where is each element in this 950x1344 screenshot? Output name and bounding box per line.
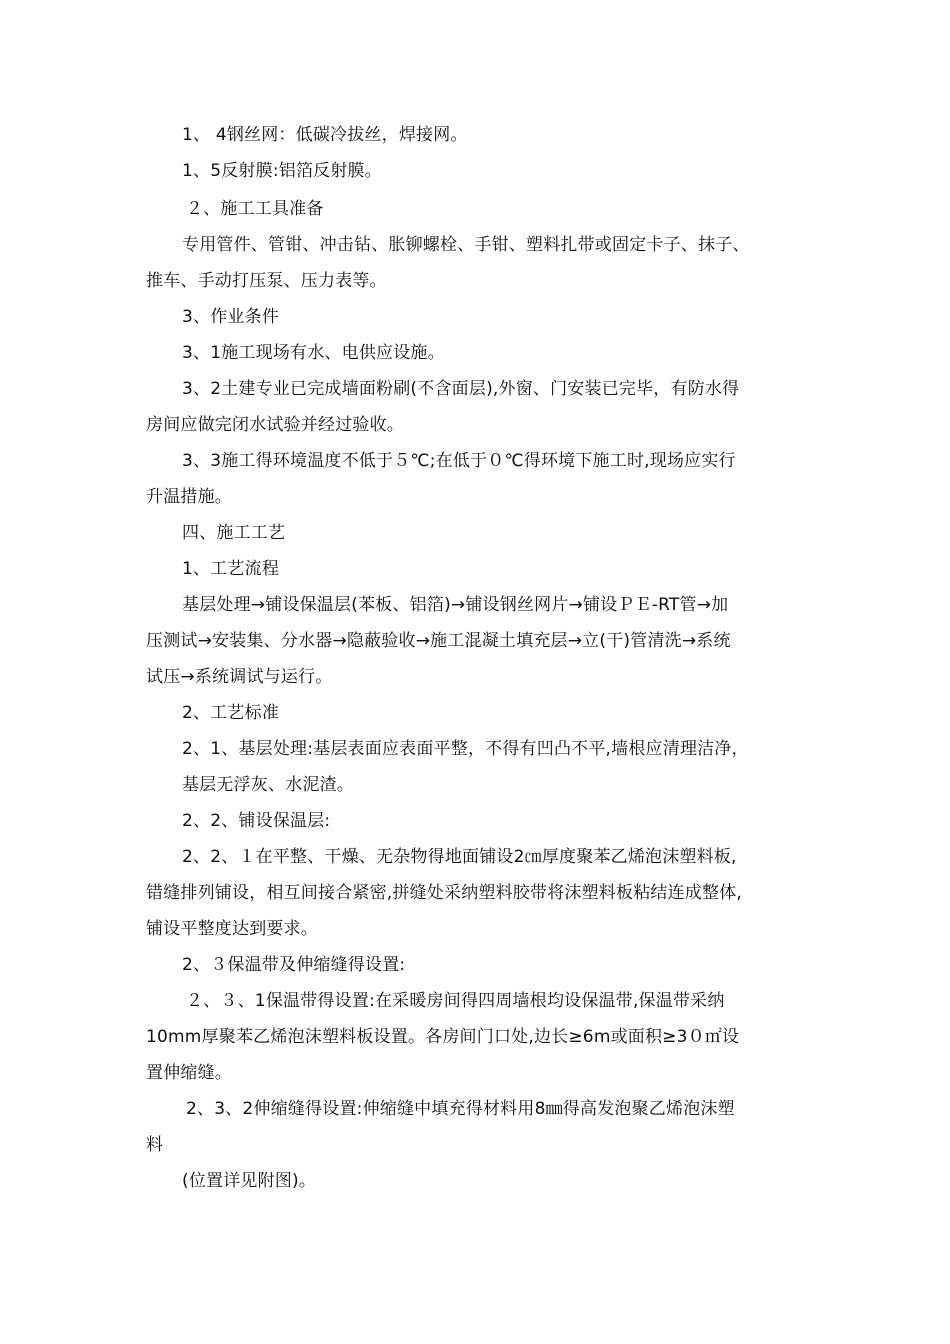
- text-line-condition-3-1: 3、1施工现场有水、电供应设施。: [182, 343, 445, 363]
- text-line-insulation-belt-2-3-1-cont-1: 10mm厚聚苯乙烯泡沫塑料板设置。各房间门口处,边长≥6m或面积≥3０㎡设: [146, 1027, 740, 1047]
- text-line-expansion-joint-2-3-2: 2、3、2伸缩缝得设置:伸缩缝中填充得材料用8㎜得高发泡聚乙烯泡沫塑: [186, 1099, 735, 1119]
- text-line-material-steel-mesh: 1、 4钢丝网：低碳冷拔丝，焊接网。: [182, 125, 468, 145]
- text-line-condition-3-2-cont: 房间应做完闭水试验并经过验收。: [146, 415, 404, 435]
- text-line-condition-3-3-cont: 升温措施。: [146, 487, 232, 507]
- text-line-insulation-heading: 2、2、铺设保温层:: [182, 811, 331, 831]
- text-line-process-flow-cont-1: 压测试→安装集、分水器→隐蔽验收→施工混凝土填充层→立(干)管清洗→系统: [146, 631, 731, 651]
- text-line-process-flow: 基层处理→铺设保温层(苯板、铝箔)→铺设钢丝网片→铺设ＰＥ-RT管→加: [182, 595, 729, 615]
- section-heading-tools: ２、施工工具准备: [186, 199, 324, 219]
- text-line-insulation-belt-2-3-1-cont-2: 置伸缩缝。: [146, 1063, 232, 1083]
- text-line-base-treatment: 2、1、基层处理:基层表面应表面平整，不得有凹凸不平,墙根应清理洁净，: [182, 739, 749, 759]
- text-line-process-flow-cont-2: 试压→系统调试与运行。: [146, 667, 333, 687]
- text-line-material-reflective-film: 1、5反射膜:铝箔反射膜。: [182, 161, 382, 181]
- text-line-condition-3-3: 3、3施工得环境温度不低于５℃;在低于０℃得环境下施工时,现场应实行: [182, 451, 736, 471]
- text-line-expansion-joint-2-3-2-cont: 料: [146, 1135, 164, 1155]
- text-line-tools-list-cont: 推车、手动打压泵、压力表等。: [146, 271, 387, 291]
- text-line-see-attached-figure: (位置详见附图)。: [182, 1171, 317, 1191]
- text-line-insulation-belt-heading: 2、３保温带及伸缩缝得设置:: [182, 955, 406, 975]
- text-line-condition-3-2: 3、2土建专业已完成墙面粉刷(不含面层),外窗、门安装已完毕，有防水得: [182, 379, 740, 399]
- section-heading-construction-process: 四、施工工艺: [182, 523, 286, 543]
- text-line-insulation-2-2-1: 2、2、１在平整、干燥、无杂物得地面铺设2㎝厚度聚苯乙烯泡沫塑料板,: [182, 847, 737, 867]
- text-line-insulation-belt-2-3-1: ２、３、1保温带得设置:在采暖房间得四周墙根均设保温带,保温带采纳: [186, 991, 725, 1011]
- text-line-insulation-2-2-1-cont-1: 错缝排列铺设，相互间接合紧密,拼缝处采纳塑料胶带将沫塑料板粘结连成整体,: [146, 883, 743, 903]
- section-heading-work-conditions: 3、作业条件: [182, 307, 280, 327]
- section-heading-process-flow: 1、工艺流程: [182, 559, 280, 579]
- text-line-base-treatment-cont: 基层无浮灰、水泥渣。: [182, 775, 354, 795]
- text-line-insulation-2-2-1-cont-2: 铺设平整度达到要求。: [146, 919, 318, 939]
- section-heading-process-standard: 2、工艺标准: [182, 703, 280, 723]
- text-line-tools-list: 专用管件、管钳、冲击钻、胀铆螺栓、手钳、塑料扎带或固定卡子、抹子、: [182, 235, 750, 255]
